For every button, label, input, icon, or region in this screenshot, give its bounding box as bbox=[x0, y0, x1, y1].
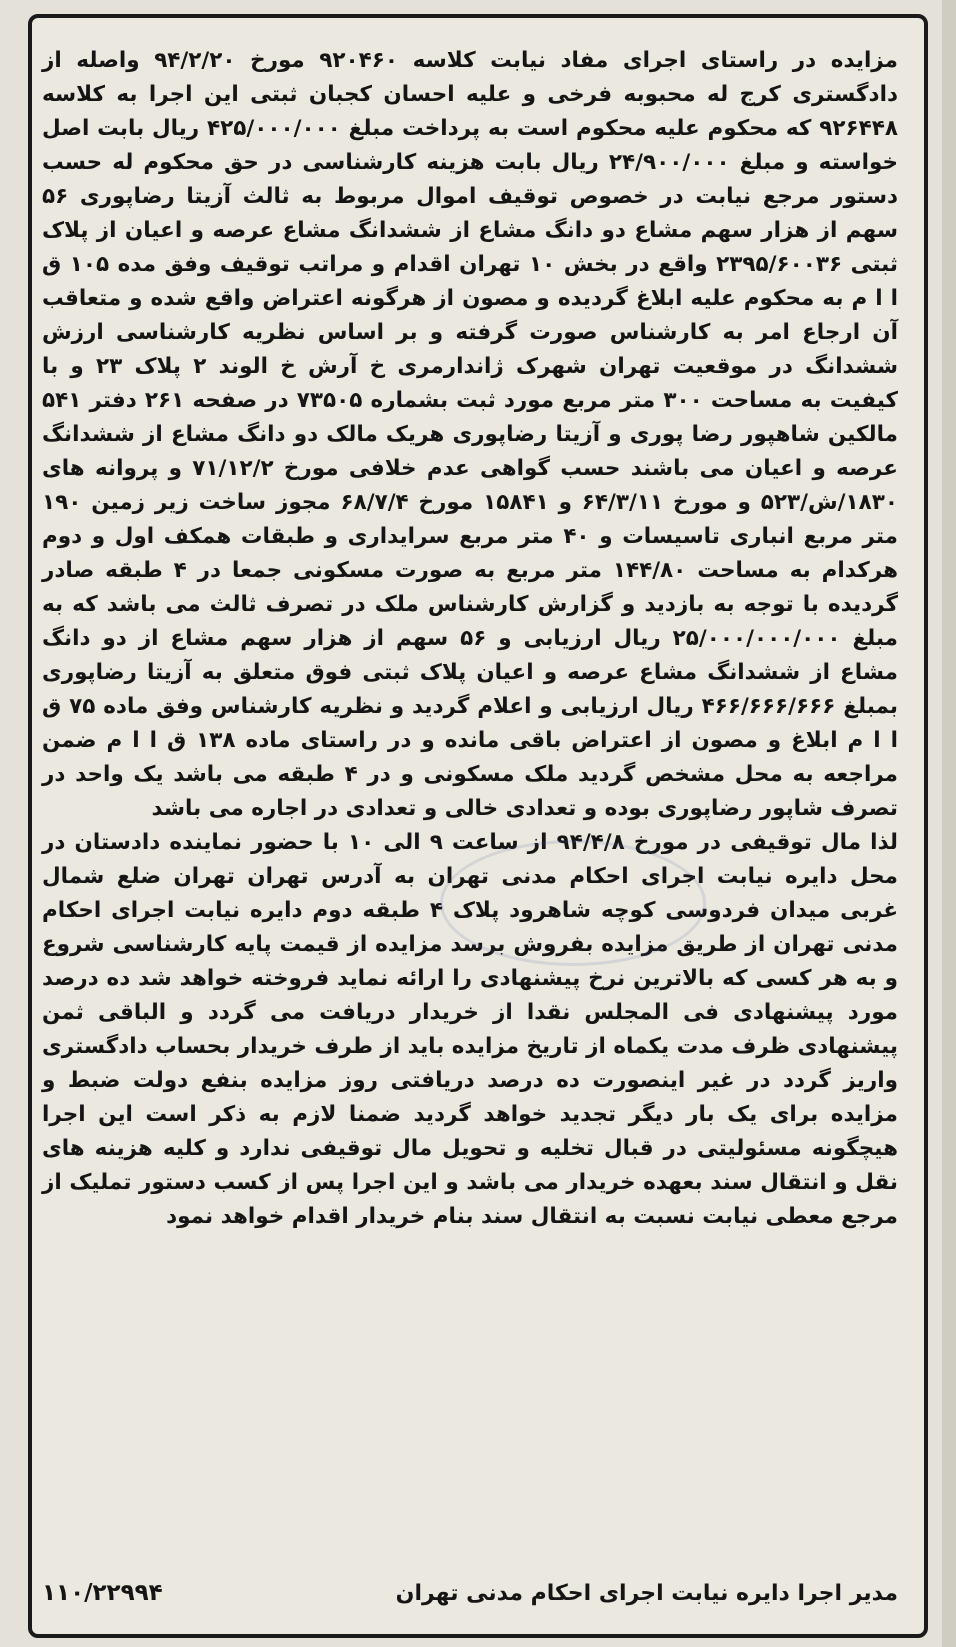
notice-body bbox=[42, 44, 898, 1234]
notice-footer bbox=[42, 1580, 898, 1606]
signature-line: مدیر اجرا دایره نیابت اجرای احکام مدنی تهران bbox=[395, 1580, 898, 1606]
notice-paragraph-1: مزایده در راستای اجرای مفاد نیابت کلاسه ۹۲۰۴۶۰ مورخ ۹۴/۲/۲۰ واصله از دادگستری کرج له محبوبه فرخی و علیه احسان کجبان ثبتی این اجرا به کلاسه ۹۲۶۴۴۸ که محکوم علیه محکوم است به پرداخت مبلغ ۴۲۵/۰۰۰/۰۰۰ ریال بابت اصل خواسته و مبلغ ۲۴/۹۰۰/۰۰۰ ریال بابت هزینه کارشناسی در حق محکوم له حسب دستور مرجع نیابت در خصوص توقیف اموال مربوط به ثالث آزیتا رضاپوری ۵۶ سهم از هزار سهم مشاع دو دانگ مشاع از ششدانگ مشاع عرصه و اعیان از پلاک ثبتی ۲۳۹۵/۶۰۰۳۶ واقع در بخش ۱۰ تهران اقدام و مراتب توقیف وفق مده ۱۰۵ ق ا ا م به محکوم علیه ابلاغ گردیده و مصون از هرگونه اعتراض واقع شده و متعاقب آن ارجاع امر به کارشناس صورت گرفته و بر اساس نظریه کارشناسی ارزش ششدانگ در موقعیت تهران شهرک ژاندارمری خ آرش خ الوند ۲ پلاک ۲۳ و با کیفیت به مساحت ۳۰۰ متر مربع مورد ثبت بشماره ۷۳۵۰۵ در صفحه ۲۶۱ دفتر ۵۴۱ مالکین شاهپور رضا پوری و آزیتا رضاپوری هریک مالک دو دانگ مشاع از ششدانگ عرصه و اعیان می باشند حسب گواهی عدم خلافی مورخ ۷۱/۱۲/۲ و پروانه های ۱۸۳۰/ش/۵۲۳ و مورخ ۶۴/۳/۱۱ و ۱۵۸۴۱ مورخ ۶۸/۷/۴ مجوز ساخت زیر زمین ۱۹۰ متر مربع انباری تاسیسات و ۴۰ متر مربع سرایداری و طبقات همکف اول و دوم هرکدام به مساحت ۱۴۴/۸۰ متر مربع به صورت مسکونی جمعا در ۴ طبقه صادر گردیده با توجه به بازدید و گزارش کارشناس ملک در تصرف ثالث می باشد که به مبلغ ۲۵/۰۰۰/۰۰۰/۰۰۰ ریال ارزیابی و ۵۶ سهم از هزار سهم مشاع از دو دانگ مشاع از ششدانگ مشاع عرصه و اعیان پلاک ثبتی فوق متعلق به آزیتا رضاپوری بمبلغ ۴۶۶/۶۶۶/۶۶۶ ریال ارزیابی و اعلام گردید و نظریه کارشناس وفق ماده ۷۵ ق ا ا م ابلاغ و مصون از اعتراض باقی مانده و در راستای ماده ۱۳۸ ق ا ا م ضمن مراجعه به محل مشخص گردید ملک مسکونی و در ۴ طبقه می باشد یک واحد در تصرف شاپور رضاپوری بوده و تعدادی خالی و تعدادی در اجاره می باشد bbox=[42, 48, 899, 821]
notice-paragraph-2: لذا مال توقیفی در مورخ ۹۴/۴/۸ از ساعت ۹ الی ۱۰ با حضور نماینده دادستان در محل دایره نیابت اجرای احکام مدنی تهران به آدرس تهران تهران ضلع شمال غربی میدان فردوسی کوچه شاهرود پلاک ۴ طبقه دوم دایره نیابت اجرای احکام مدنی تهران از طریق مزایده بفروش برسد مزایده از قیمت پایه کارشناسی شروع و به هر کسی که بالاترین نرخ پیشنهادی را ارائه نماید فروخته خواهد شد ده درصد مورد پیشنهادی فی المجلس نقدا از خریدار دریافت می گردد و الباقی ثمن پیشنهادی ظرف مدت یکماه از تاریخ مزایده باید از طرف خریدار بحساب دادگستری واریز گردد در غیر اینصورت ده درصد دریافتی روز مزایده بنفع دولت ضبط و مزایده برای یک بار دیگر تجدید خواهد گردید ضمنا لازم به ذکر است این اجرا هیچگونه مسئولیتی در قبال تخلیه و تحویل مال توقیفی ندارد و کلیه هزینه های نقل و انتقال سند بعهده خریدار می باشد و این اجرا پس از کسب دستور تملیک از مرجع معطی نیابت نسبت به انتقال سند بنام خریدار اقدام خواهد نمود bbox=[42, 830, 899, 1229]
page-edge bbox=[942, 0, 956, 1647]
reference-code: ۱۱۰/۲۲۹۹۴ bbox=[42, 1580, 163, 1606]
